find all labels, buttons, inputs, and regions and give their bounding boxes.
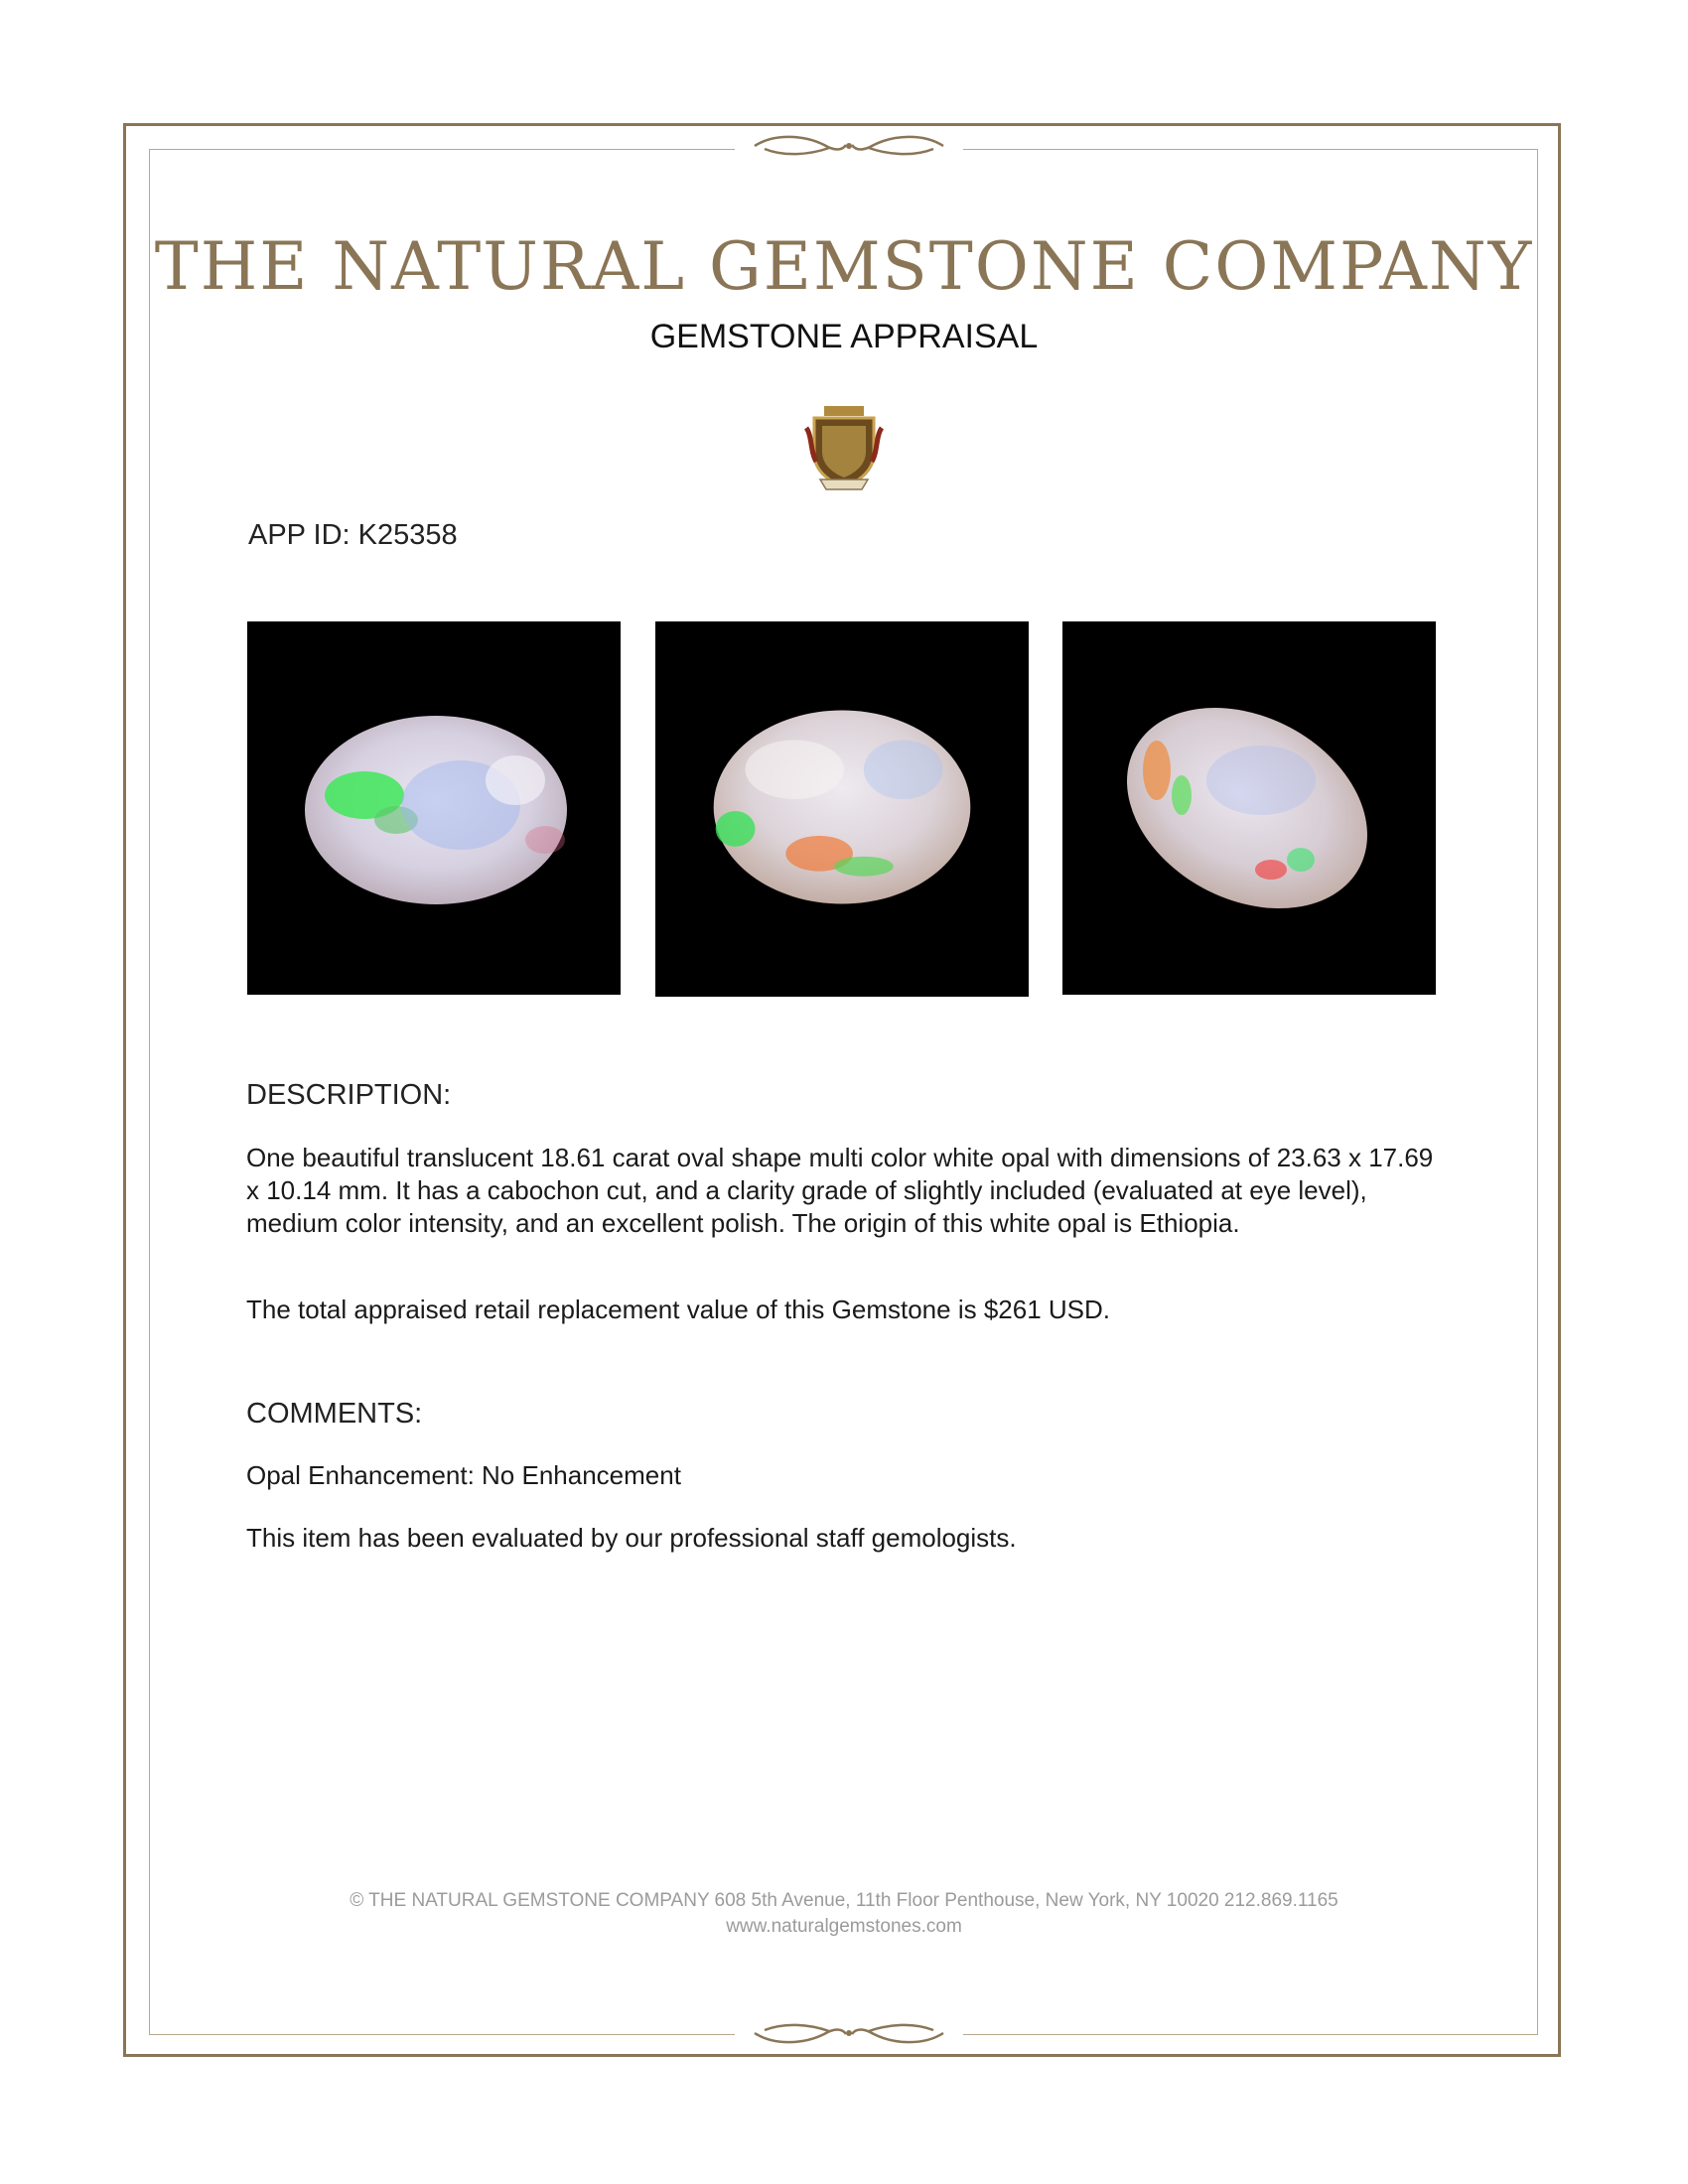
top-ornament-icon — [735, 131, 963, 161]
comments-heading: COMMENTS: — [246, 1398, 423, 1430]
description-heading: DESCRIPTION: — [246, 1079, 452, 1111]
footer-website-link[interactable]: www.naturalgemstones.com — [726, 1916, 962, 1937]
opal-photo-tilted — [1062, 621, 1436, 995]
evaluation-comment: This item has been evaluated by our professional staff gemologists. — [246, 1523, 1017, 1553]
enhancement-comment: Opal Enhancement: No Enhancement — [246, 1460, 681, 1490]
opal-photo-angle — [655, 621, 1029, 997]
document-title: GEMSTONE APPRAISAL — [649, 318, 1039, 355]
appraised-value-statement: The total appraised retail replacement value of this Gemstone is $261 USD. — [246, 1295, 1111, 1324]
company-name: THE NATURAL GEMSTONE COMPANY — [154, 228, 1534, 305]
opal-photo-front — [247, 621, 621, 995]
description-text: One beautiful translucent 18.61 carat oval shape multi color white opal with dimensions of 23.63 x 17.69 x 10.14 mm. It has a cabochon cut, and a clarity grade of slightly included (evaluated at eye level), medium color intensity, and an excellent polish. The origin of this white opal is Ethiopia. — [246, 1143, 1434, 1238]
footer-address: © THE NATURAL GEMSTONE COMPANY 608 5th Avenue, 11th Floor Penthouse, New York, NY 10020 212.869.1165 — [350, 1890, 1338, 1911]
bottom-ornament-icon — [735, 2018, 963, 2048]
appraisal-id: APP ID: K25358 — [248, 519, 458, 551]
company-crest-icon — [802, 402, 886, 493]
